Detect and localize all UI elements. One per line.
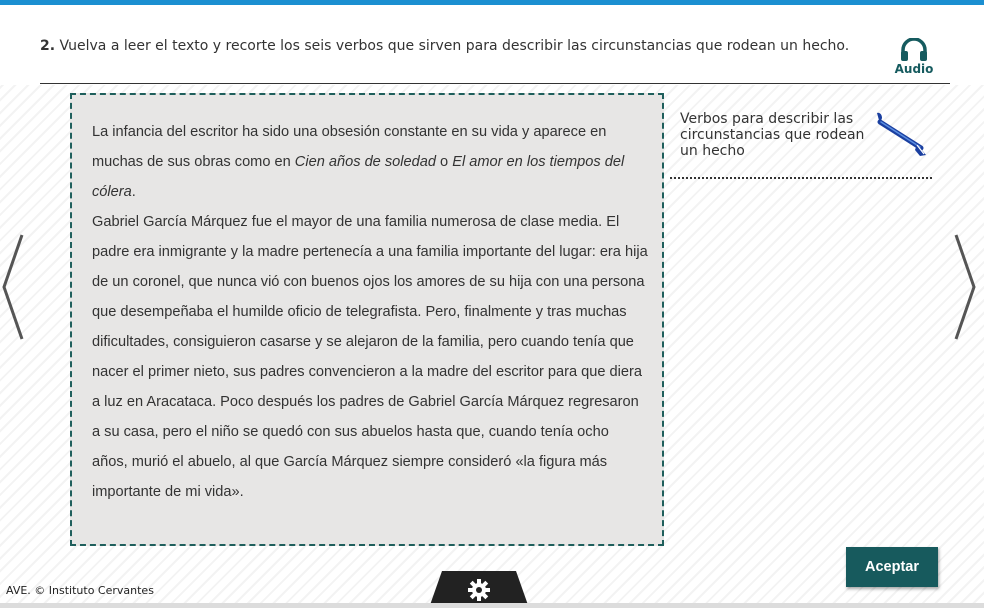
header-divider: [40, 83, 950, 84]
paintbrush-icon[interactable]: [873, 110, 931, 160]
exercise-instruction: [40, 37, 860, 55]
exercise-number: 2.: [40, 38, 56, 54]
copyright-text: AVE. © Instituto Cervantes: [6, 584, 154, 597]
accept-button[interactable]: Aceptar: [846, 547, 938, 587]
audio-button[interactable]: [890, 38, 938, 80]
instruction-text: Vuelva a leer el texto y recorte los seis verbos que sirven para describir las circunstancias que rodean un hecho.: [59, 38, 850, 54]
settings-tab[interactable]: [430, 571, 528, 605]
reading-paragraph-1: La infancia del escritor ha sido una obsesión constante en su vida y aparece en muchas de sus obras como en Cien años de soledad o El amor en los tiempos del cólera.: [92, 124, 625, 200]
reading-text[interactable]: [92, 117, 648, 507]
next-arrow-icon[interactable]: [950, 232, 980, 342]
book-title-1: Cien años de soledad: [294, 154, 436, 170]
reading-text-box: [70, 93, 664, 546]
bottom-bar: [0, 603, 984, 608]
headphones-icon: [899, 38, 929, 62]
gear-icon: [468, 579, 490, 601]
verbs-answer-label: Verbos para describir las circunstancias que rodean un hecho: [680, 111, 865, 159]
book-title-2: El amor en los tiempos del cólera: [92, 154, 625, 200]
reading-paragraph-2: Gabriel García Márquez fue el mayor de una familia numerosa de clase media. El padre era inmigrante y la madre pertenecía a una familia importante del lugar: era hija de un coronel, que nunca vió con buenos ojos los amores de su hija con una persona que desempeñaba el humilde oficio de telegrafista. Pero, finalmente y tras muchas dificultades, consiguieron casarse y se alejaron de la familia, pero cuando tenía que nacer el primer nieto, sus padres convencieron a la madre del escritor para que diera a luz en Aracataca. Poco después los padres de Gabriel García Márquez regresaron a su casa, pero el niño se quedó con sus abuelos hasta que, cuando tenía ocho años, murió el abuelo, al que García Márquez siempre consideró «la figura más importante de mi vida».: [92, 214, 648, 500]
answer-dotted-line[interactable]: [670, 177, 932, 179]
audio-label: Audio: [894, 62, 934, 76]
previous-arrow-icon[interactable]: [0, 232, 30, 342]
